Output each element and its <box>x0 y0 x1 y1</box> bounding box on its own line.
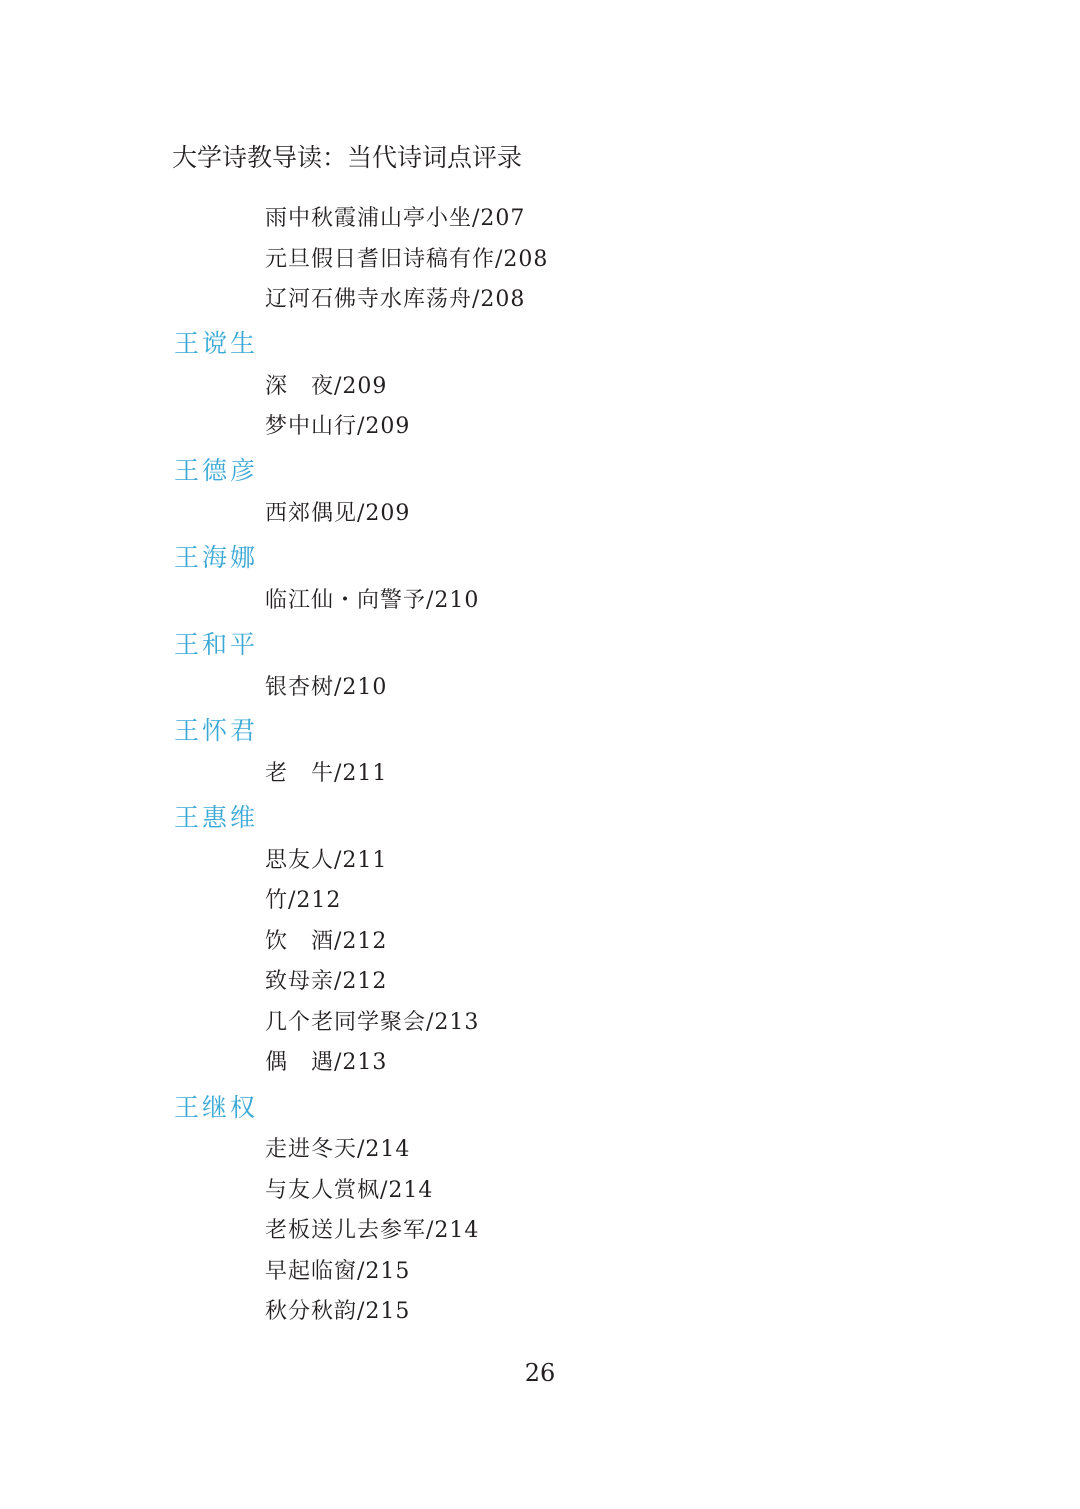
toc-entry[interactable]: 西郊偶见/209 <box>265 501 411 526</box>
toc-entry[interactable]: 老板送儿去参军/214 <box>265 1218 480 1243</box>
page-number: 26 <box>524 1359 556 1387</box>
toc-entry[interactable]: 致母亲/212 <box>265 969 388 994</box>
toc-entry[interactable]: 几个老同学聚会/213 <box>265 1010 480 1035</box>
toc-entry[interactable]: 雨中秋霞浦山亭小坐/207 <box>265 206 526 231</box>
toc-entry[interactable]: 思友人/211 <box>265 848 388 873</box>
author-heading: 王惠维 <box>174 803 259 832</box>
toc-entry[interactable]: 竹/212 <box>265 888 342 913</box>
toc-entry[interactable]: 银杏树/210 <box>265 675 388 700</box>
toc-entry[interactable]: 辽河石佛寺水库荡舟/208 <box>265 287 526 312</box>
toc-entry[interactable]: 偶 遇/213 <box>265 1050 388 1075</box>
running-head: 大学诗教导读：当代诗词点评录 <box>172 143 523 172</box>
author-heading: 王谠生 <box>174 329 259 358</box>
toc-entry[interactable]: 梦中山行/209 <box>265 414 411 439</box>
author-heading: 王怀君 <box>174 716 259 745</box>
author-heading: 王海娜 <box>174 543 259 572</box>
author-heading: 王和平 <box>174 630 259 659</box>
author-heading: 王继权 <box>174 1093 259 1122</box>
toc-entry[interactable]: 深 夜/209 <box>265 374 388 399</box>
toc-entry[interactable]: 老 牛/211 <box>265 761 388 786</box>
toc-entry[interactable]: 与友人赏枫/214 <box>265 1178 434 1203</box>
toc-entry[interactable]: 临江仙・向警予/210 <box>265 588 480 613</box>
toc-entry[interactable]: 走进冬天/214 <box>265 1137 411 1162</box>
author-heading: 王德彦 <box>174 456 259 485</box>
toc-entry[interactable]: 元旦假日耆旧诗稿有作/208 <box>265 247 549 272</box>
toc-entry[interactable]: 早起临窗/215 <box>265 1259 411 1284</box>
toc-entry[interactable]: 秋分秋韵/215 <box>265 1299 411 1324</box>
toc-entry[interactable]: 饮 酒/212 <box>265 929 388 954</box>
